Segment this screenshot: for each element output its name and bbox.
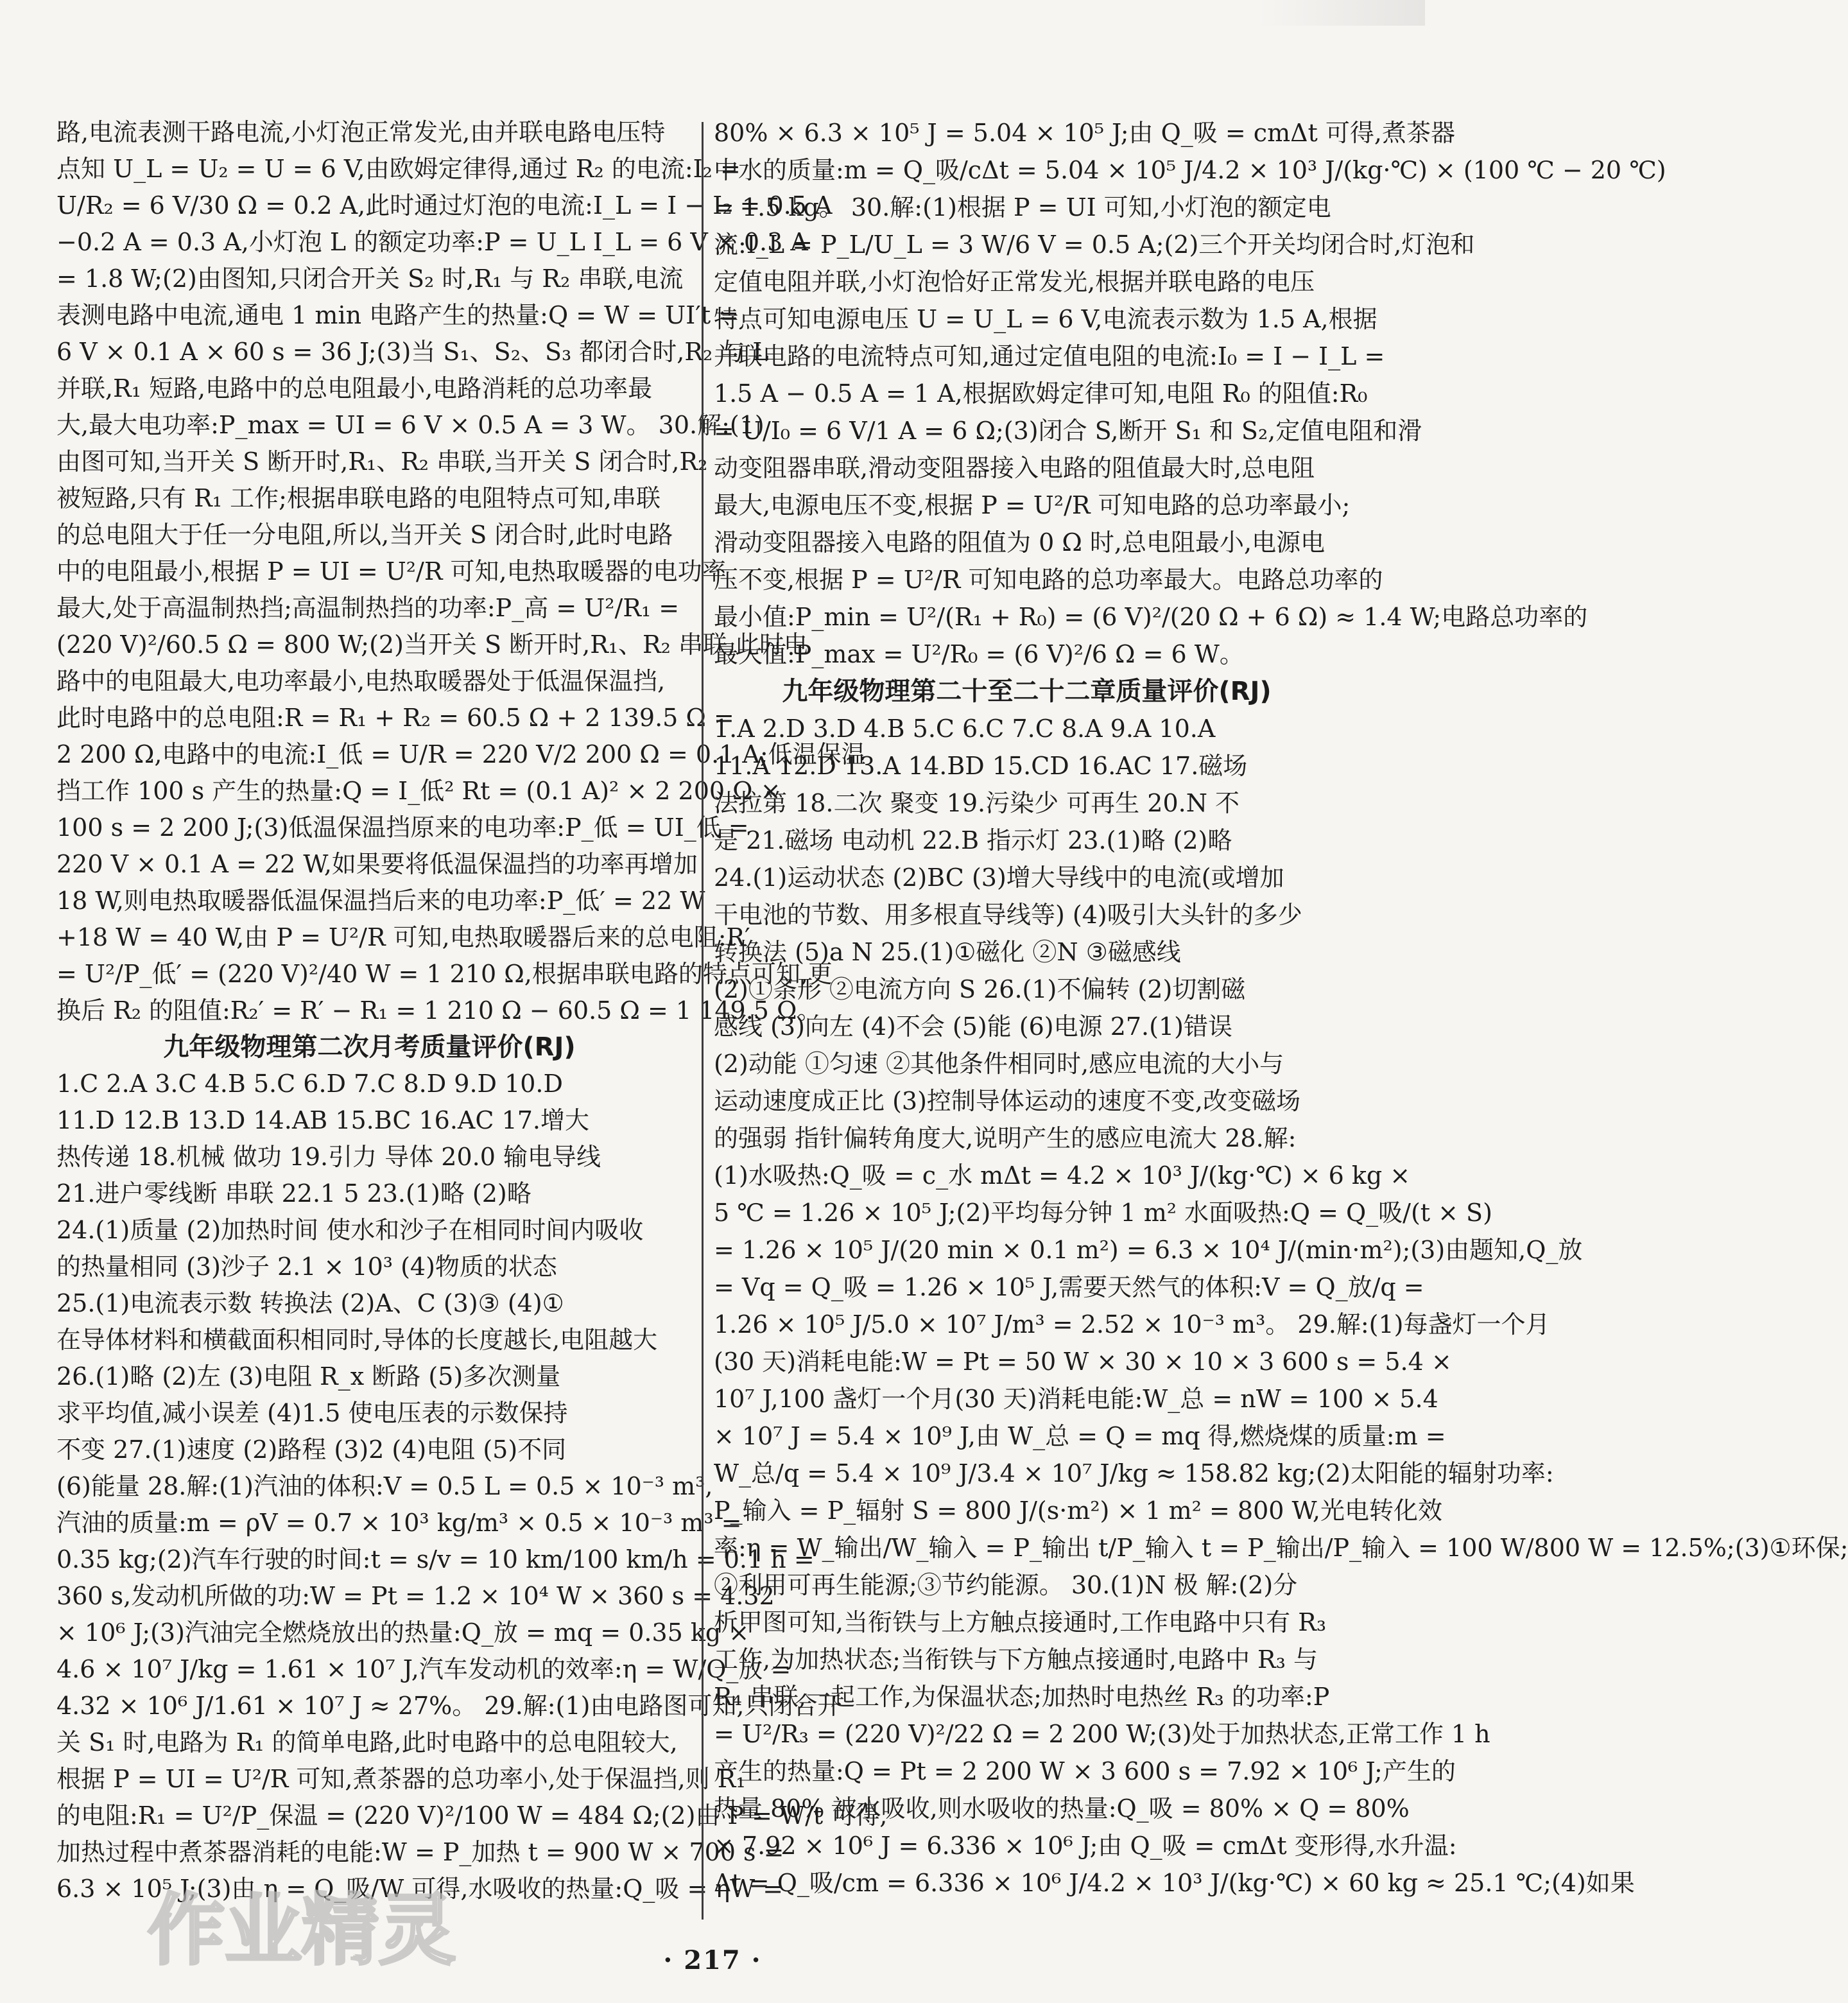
text-line: 6.3 × 10⁵ J;(3)由 η = Q_吸/W 可得,水吸收的热量:Q_吸 = ηW =: [56, 1875, 784, 1903]
section-heading: 九年级物理第二次月考质量评价(RJ): [163, 1032, 576, 1062]
text-line: 被短路,只有 R₁ 工作;根据串联电路的电阻特点可知,串联: [56, 484, 661, 512]
text-line: 法拉第 18.二次 聚变 19.污染少 可再生 20.N 不: [714, 789, 1240, 817]
text-line: 220 V × 0.1 A = 22 W,如果要将低温保温挡的功率再增加: [56, 850, 698, 878]
scan-corner-shade: [1258, 0, 1425, 26]
text-line: 大,最大电功率:P_max = UI = 6 V × 0.5 A = 3 W。 30.解:(1): [56, 411, 764, 439]
text-line: 根据 P = UI = U²/R 可知,煮茶器的总功率小,处于保温挡,则 R₁: [56, 1765, 746, 1793]
text-line: W_总/q = 5.4 × 10⁹ J/3.4 × 10⁷ J/kg ≈ 158.82 kg;(2)太阳能的辐射功率:: [714, 1459, 1554, 1487]
text-line: 点知 U_L = U₂ = U = 6 V,由欧姆定律得,通过 R₂ 的电流:I₂ =: [56, 155, 741, 183]
text-line: × 10⁶ J;(3)汽油完全燃烧放出的热量:Q_放 = mq = 0.35 kg ×: [56, 1618, 750, 1647]
text-line: +18 W = 40 W,由 P = U²/R 可知,电热取暖器后来的总电阻:R′: [56, 923, 750, 951]
text-line: 产生的热量:Q = Pt = 2 200 W × 3 600 s = 7.92 × 10⁶ J;产生的: [714, 1757, 1456, 1785]
text-line: = 1.5 kg。 30.解:(1)根据 P = UI 可知,小灯泡的额定电: [714, 193, 1331, 221]
text-line: 最大,电源电压不变,根据 P = U²/R 可知电路的总功率最小;: [714, 491, 1351, 519]
text-line: U/R₂ = 6 V/30 Ω = 0.2 A,此时通过灯泡的电流:I_L = I − I₂ = 0.5 A: [56, 191, 833, 220]
text-line: (1)水吸热:Q_吸 = c_水 mΔt = 4.2 × 10³ J/(kg·℃) × 6 kg ×: [714, 1161, 1411, 1190]
text-line: 动变阻器串联,滑动变阻器接入电路的阻值最大时,总电阻: [714, 454, 1315, 482]
text-line: 26.(1)略 (2)左 (3)电阻 R_x 断路 (5)多次测量: [56, 1362, 561, 1391]
text-line: 最小值:P_min = U²/(R₁ + R₀) = (6 V)²/(20 Ω + 6 Ω) ≈ 1.4 W;电路总功率的: [714, 603, 1588, 631]
text-line: 的电阻:R₁ = U²/P_保温 = (220 V)²/100 W = 484 Ω;(2)由 P = W/t 可得,: [56, 1801, 888, 1830]
text-line: 表测电路中电流,通电 1 min 电路产生的热量:Q = W = UI′t =: [56, 301, 739, 329]
text-line: 工作,为加热状态;当衔铁与下方触点接通时,电路中 R₃ 与: [714, 1645, 1318, 1674]
text-line: 滑动变阻器接入电路的阻值为 0 Ω 时,总电阻最小,电源电: [714, 528, 1326, 557]
text-line: 干电池的节数、用多根直导线等) (4)吸引大头针的多少: [714, 901, 1302, 929]
text-line: 汽油的质量:m = ρV = 0.7 × 10³ kg/m³ × 0.5 × 10⁻³ m³ =: [56, 1509, 742, 1537]
watermark-text: 作业精灵: [148, 1886, 456, 1975]
text-line: 360 s,发动机所做的功:W = Pt = 1.2 × 10⁴ W × 360 s = 4.32: [56, 1582, 775, 1610]
text-line: 5 ℃ = 1.26 × 10⁵ J;(2)平均每分钟 1 m² 水面吸热:Q = Q_吸/(t × S): [714, 1199, 1492, 1227]
text-line: 定值电阻并联,小灯泡恰好正常发光,根据并联电路的电压: [714, 268, 1315, 296]
text-line: 转换法 (5)a N 25.(1)①磁化 ②N ③磁感线: [714, 938, 1181, 966]
text-line: 并联,R₁ 短路,电路中的总电阻最小,电路消耗的总功率最: [56, 374, 653, 403]
text-line: 特点可知电源电压 U = U_L = 6 V,电流表示数为 1.5 A,根据: [714, 305, 1377, 333]
text-line: 加热过程中煮茶器消耗的电能:W = P_加热 t = 900 W × 700 s =: [56, 1838, 784, 1866]
text-line: 热传递 18.机械 做功 19.引力 导体 20.0 输电导线: [56, 1143, 601, 1171]
text-line: 此时电路中的总电阻:R = R₁ + R₂ = 60.5 Ω + 2 139.5 Ω =: [56, 704, 734, 732]
left-column: [56, 114, 888, 1925]
text-line: 100 s = 2 200 J;(3)低温保温挡原来的电功率:P_低 = UI_低 =: [56, 813, 749, 842]
text-line: 求平均值,减小误差 (4)1.5 使电压表的示数保持: [56, 1399, 568, 1427]
text-line: 1.C 2.A 3.C 4.B 5.C 6.D 7.C 8.D 9.D 10.D: [56, 1070, 563, 1098]
text-line: 6 V × 0.1 A × 60 s = 36 J;(3)当 S₁、S₂、S₃ 都闭合时,R₂ 与 L: [56, 338, 769, 366]
text-line: 在导体材料和横截面积相同时,导体的长度越长,电阻越大: [56, 1326, 658, 1354]
text-line: 中的电阻最小,根据 P = UI = U²/R 可知,电热取暖器的电功率: [56, 557, 727, 585]
text-line: 的强弱 指针偏转角度大,说明产生的感应电流大 28.解:: [714, 1124, 1297, 1152]
text-line: 1.26 × 10⁵ J/5.0 × 10⁷ J/m³ = 2.52 × 10⁻³ m³。 29.解:(1)每盏灯一个月: [714, 1310, 1550, 1339]
text-line: 中水的质量:m = Q_吸/cΔt = 5.04 × 10⁵ J/4.2 × 10³ J/(kg·℃) × (100 ℃ − 20 ℃): [714, 156, 1666, 184]
text-line: 运动速度成正比 (3)控制导体运动的速度不变,改变磁场: [714, 1087, 1300, 1115]
text-line: = U/I₀ = 6 V/1 A = 6 Ω;(3)闭合 S,断开 S₁ 和 S₂,定值电阻和滑: [714, 417, 1422, 445]
text-line: Δt = Q_吸/cm = 6.336 × 10⁶ J/4.2 × 10³ J/(kg·℃) × 60 kg ≈ 25.1 ℃;(4)如果: [714, 1869, 1635, 1897]
text-line: 11.D 12.B 13.D 14.AB 15.BC 16.AC 17.增大: [56, 1106, 589, 1134]
column-divider: [702, 122, 704, 1920]
text-line: (6)能量 28.解:(1)汽油的体积:V = 0.5 L = 0.5 × 10⁻³ m³,: [56, 1472, 713, 1500]
text-line: (2)①条形 ②电流方向 S 26.(1)不偏转 (2)切割磁: [714, 975, 1246, 1003]
text-line: 关 S₁ 时,电路为 R₁ 的简单电路,此时电路中的总电阻较大,: [56, 1728, 678, 1756]
text-line: = U²/P_低′ = (220 V)²/40 W = 1 210 Ω,根据串联电路的特点可知,更: [56, 960, 833, 988]
text-line: 21.进户零线断 串联 22.1 5 23.(1)略 (2)略: [56, 1179, 531, 1208]
text-line: 24.(1)质量 (2)加热时间 使水和沙子在相同时间内吸收: [56, 1216, 644, 1244]
text-line: 由图可知,当开关 S 断开时,R₁、R₂ 串联,当开关 S 闭合时,R₂: [56, 447, 708, 476]
text-line: (30 天)消耗电能:W = Pt = 50 W × 30 × 10 × 3 600 s = 5.4 ×: [714, 1348, 1452, 1376]
text-line: 路中的电阻最大,电功率最小,电热取暖器处于低温保温挡,: [56, 667, 666, 695]
text-line: = Vq = Q_吸 = 1.26 × 10⁵ J,需要天然气的体积:V = Q_放/q =: [714, 1273, 1424, 1301]
text-line: 换后 R₂ 的阻值:R₂′ = R′ − R₁ = 1 210 Ω − 60.5 Ω = 1 149.5 Ω。: [56, 996, 822, 1025]
text-line: ②利用可再生能源;③节约能源。 30.(1)N 极 解:(2)分: [714, 1571, 1298, 1599]
text-line: 并联电路的电流特点可知,通过定值电阻的电流:I₀ = I − I_L =: [714, 342, 1385, 370]
text-line: 0.35 kg;(2)汽车行驶的时间:t = s/v = 10 km/100 km/h = 0.1 h =: [56, 1545, 815, 1574]
text-line: 析甲图可知,当衔铁与上方触点接通时,工作电路中只有 R₃: [714, 1608, 1327, 1636]
text-line: 11.A 12.D 13.A 14.BD 15.CD 16.AC 17.磁场: [714, 752, 1248, 780]
text-line: 4.32 × 10⁶ J/1.61 × 10⁷ J ≈ 27%。 29.解:(1)由电路图可知,只闭合开: [56, 1692, 842, 1720]
text-line: 挡工作 100 s 产生的热量:Q = I_低² Rt = (0.1 A)² × 2 200 Ω ×: [56, 777, 781, 805]
text-line: P_输入 = P_辐射 S = 800 J/(s·m²) × 1 m² = 800 W,光电转化效: [714, 1496, 1443, 1525]
text-line: 2 200 Ω,电路中的电流:I_低 = U/R = 220 V/2 200 Ω = 0.1 A;低温保温: [56, 740, 866, 768]
text-line: 最大,处于高温制热挡;高温制热挡的功率:P_高 = U²/R₁ =: [56, 594, 680, 622]
text-line: 1.A 2.D 3.D 4.B 5.C 6.C 7.C 8.A 9.A 10.A: [714, 715, 1216, 743]
text-line: 18 W,则电热取暖器低温保温挡后来的电功率:P_低′ = 22 W: [56, 887, 705, 915]
text-line: 1.5 A − 0.5 A = 1 A,根据欧姆定律可知,电阻 R₀ 的阻值:R₀: [714, 379, 1368, 408]
text-line: 感线 (3)向左 (4)不会 (5)能 (6)电源 27.(1)错误: [714, 1012, 1232, 1041]
text-line: R₄ 串联,一起工作,为保温状态;加热时电热丝 R₃ 的功率:P: [714, 1683, 1330, 1711]
text-line: 不变 27.(1)速度 (2)路程 (3)2 (4)电阻 (5)不同: [56, 1435, 567, 1464]
text-line: 最大值:P_max = U²/R₀ = (6 V)²/6 Ω = 6 W。: [714, 640, 1244, 668]
section-heading: 九年级物理第二十至二十二章质量评价(RJ): [782, 677, 1272, 706]
text-line: 10⁷ J,100 盏灯一个月(30 天)消耗电能:W_总 = nW = 100 × 5.4: [714, 1385, 1438, 1413]
text-line: 热量 80% 被水吸收,则水吸收的热量:Q_吸 = 80% × Q = 80%: [714, 1794, 1410, 1823]
text-line: = U²/R₃ = (220 V)²/22 Ω = 2 200 W;(3)处于加热状态,正常工作 1 h: [714, 1720, 1490, 1748]
text-line: 路,电流表测干路电流,小灯泡正常发光,由并联电路电压特: [56, 118, 666, 146]
text-line: 是 21.磁场 电动机 22.B 指示灯 23.(1)略 (2)略: [714, 826, 1232, 854]
text-line: (220 V)²/60.5 Ω = 800 W;(2)当开关 S 断开时,R₁、R₂ 串联,此时电: [56, 630, 809, 659]
text-line: 压不变,根据 P = U²/R 可知电路的总功率最大。电路总功率的: [714, 566, 1383, 594]
text-line: 流:I_L = P_L/U_L = 3 W/6 V = 0.5 A;(2)三个开关均闭合时,灯泡和: [714, 230, 1475, 259]
text-line: −0.2 A = 0.3 A,小灯泡 L 的额定功率:P = U_L I_L = 6 V × 0.3 A: [56, 228, 808, 256]
text-line: × 7.92 × 10⁶ J = 6.336 × 10⁶ J;由 Q_吸 = cmΔt 变形得,水升温:: [714, 1832, 1457, 1860]
page-number: · 217 ·: [663, 1945, 762, 1975]
text-line: × 10⁷ J = 5.4 × 10⁹ J,由 W_总 = Q = mq 得,燃烧煤的质量:m =: [714, 1422, 1446, 1450]
text-line: 的总电阻大于任一分电阻,所以,当开关 S 闭合时,此时电路: [56, 521, 673, 549]
text-line: 4.6 × 10⁷ J/kg = 1.61 × 10⁷ J,汽车发动机的效率:η = W/Q_放 =: [56, 1655, 791, 1683]
text-line: 25.(1)电流表示数 转换法 (2)A、C (3)③ (4)①: [56, 1289, 564, 1317]
text-line: 80% × 6.3 × 10⁵ J = 5.04 × 10⁵ J;由 Q_吸 = cmΔt 可得,煮茶器: [714, 119, 1455, 147]
text-line: 24.(1)运动状态 (2)BC (3)增大导线中的电流(或增加: [714, 863, 1284, 892]
text-line: = 1.26 × 10⁵ J/(20 min × 0.1 m²) = 6.3 × 10⁴ J/(min·m²);(3)由题知,Q_放: [714, 1236, 1583, 1264]
right-column: [714, 114, 1848, 1925]
text-line: 率:η = W_输出/W_输入 = P_输出 t/P_输入 t = P_输出/P_输入 = 100 W/800 W = 12.5%;(3)①环保;: [714, 1534, 1848, 1562]
text-line: 的热量相同 (3)沙子 2.1 × 10³ (4)物质的状态: [56, 1253, 557, 1281]
text-line: (2)动能 ①匀速 ②其他条件相同时,感应电流的大小与: [714, 1050, 1284, 1078]
text-line: = 1.8 W;(2)由图知,只闭合开关 S₂ 时,R₁ 与 R₂ 串联,电流: [56, 264, 684, 293]
